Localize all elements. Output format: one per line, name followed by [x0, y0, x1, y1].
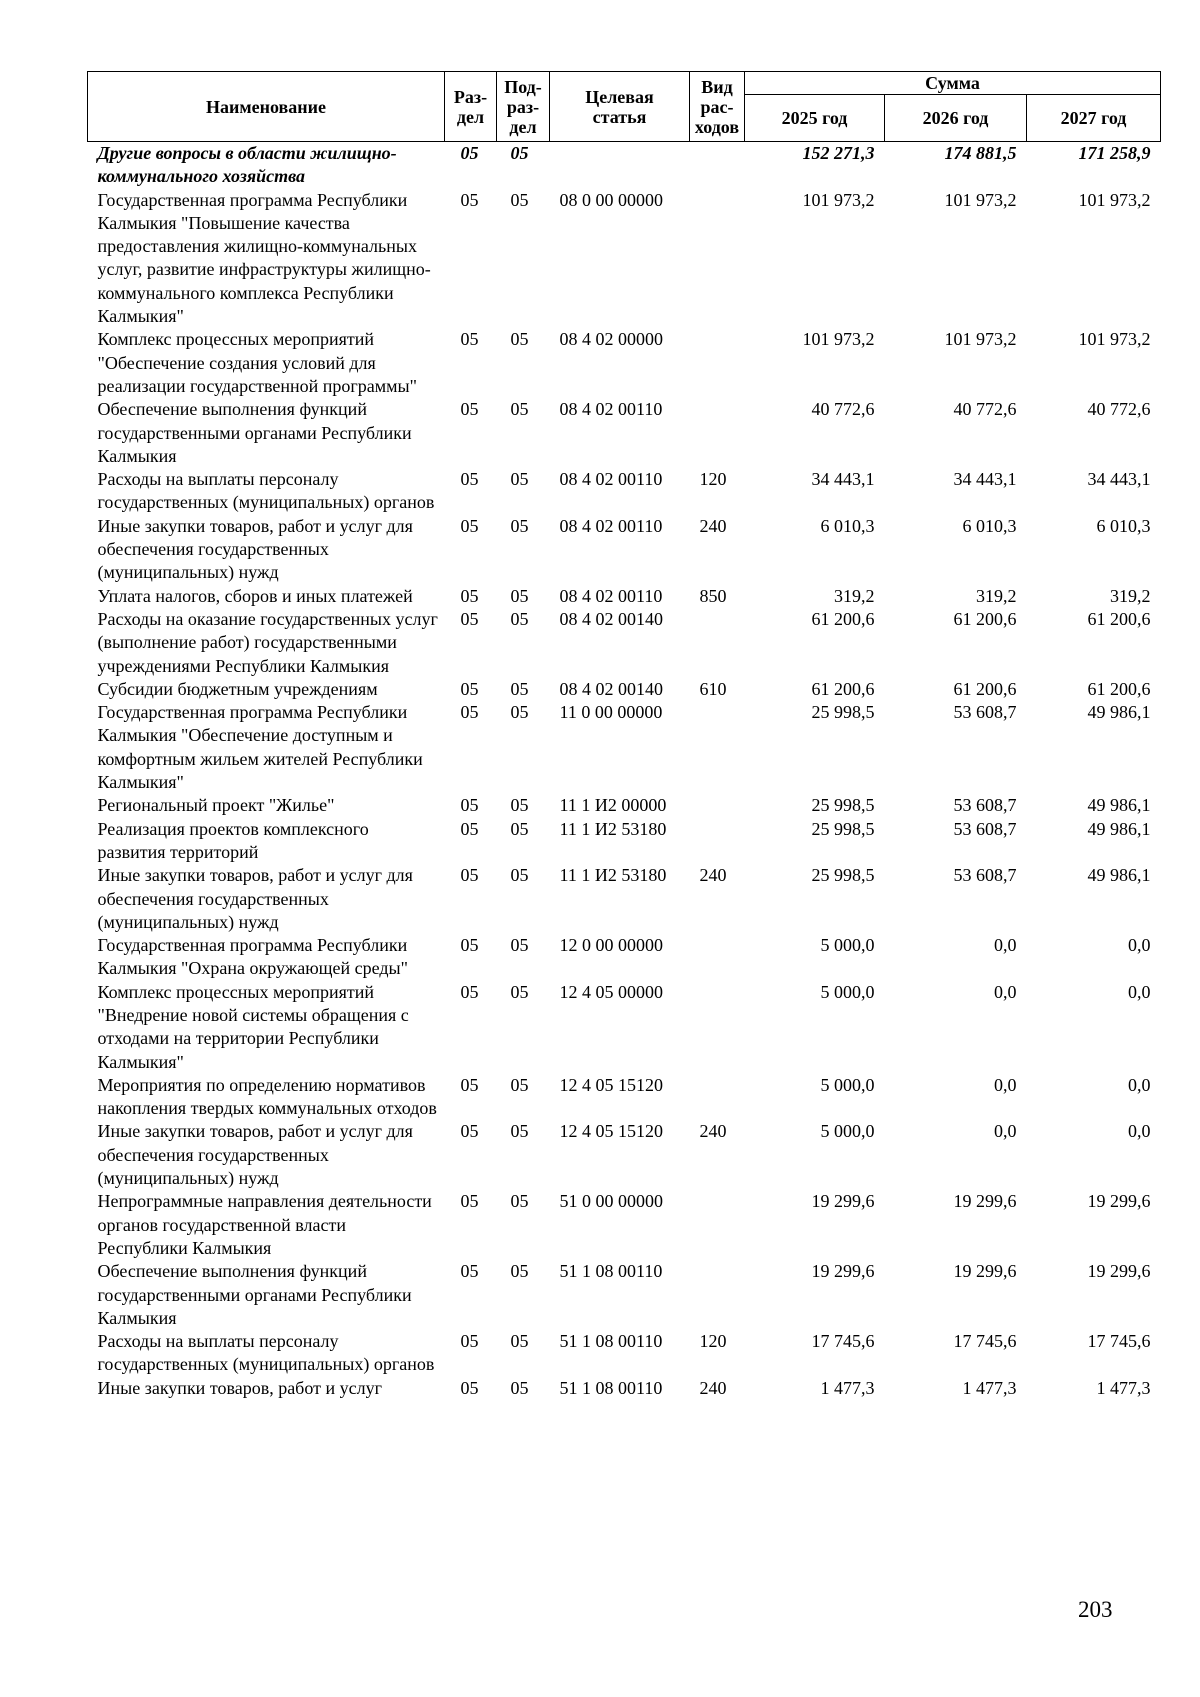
header-year-2025: 2025 год	[745, 95, 885, 142]
row-name: Государственная программа Республики Калмыкия "Обеспечение доступным и комфортным жильем жителей Республики Калмыкия"	[97, 702, 423, 793]
row-sum-2026: 19 299,6	[953, 1261, 1017, 1282]
row-expense-kind	[690, 794, 745, 817]
row-sum-2025: 5 000,0	[820, 935, 875, 956]
row-subsection: 05	[510, 935, 529, 956]
row-sum-2026: 53 608,7	[953, 795, 1017, 816]
row-subsection: 05	[510, 795, 529, 816]
row-sum-2026: 0,0	[994, 981, 1017, 1002]
row-target-article: 08 4 02 00110	[559, 515, 663, 536]
row-sum-2026: 53 608,7	[953, 865, 1017, 886]
row-expense-kind	[690, 608, 745, 678]
row-section: 05	[460, 515, 479, 536]
row-expense-kind	[690, 1190, 745, 1260]
row-sum-2025: 101 973,2	[802, 329, 875, 350]
row-sum-2027: 101 973,2	[1078, 189, 1151, 210]
row-subsection: 05	[510, 399, 529, 420]
table-row	[88, 468, 1161, 515]
row-sum-2027: 61 200,6	[1087, 608, 1151, 629]
row-sum-2026: 0,0	[994, 1121, 1017, 1142]
row-subsection: 05	[510, 585, 529, 606]
table-row	[88, 1190, 1161, 1260]
row-section: 05	[460, 189, 479, 210]
header-section: Раз- дел	[445, 72, 497, 142]
row-sum-2025: 61 200,6	[811, 678, 875, 699]
row-sum-2027: 34 443,1	[1087, 469, 1151, 490]
row-sum-2027: 171 258,9	[1078, 143, 1151, 163]
row-sum-2025: 34 443,1	[811, 469, 875, 490]
row-sum-2026: 319,2	[976, 585, 1017, 606]
row-name: Обеспечение выполнения функций государственными органами Республики Калмыкия	[97, 399, 412, 466]
header-name: Наименование	[88, 72, 445, 142]
row-target-article: 12 4 05 00000	[559, 981, 663, 1002]
row-sum-2027: 6 010,3	[1096, 515, 1151, 536]
row-target-article: 12 0 00 00000	[559, 935, 663, 956]
row-name: Расходы на оказание государственных услуг (выполнение работ) государственными учреждениями Республики Калмыкия	[97, 608, 438, 676]
table-body	[88, 142, 1161, 1401]
row-sum-2026: 101 973,2	[944, 329, 1017, 350]
row-subsection: 05	[510, 608, 529, 629]
row-sum-2026: 101 973,2	[944, 189, 1017, 210]
row-sum-2025: 25 998,5	[811, 795, 875, 816]
row-sum-2026: 17 745,6	[953, 1331, 1017, 1352]
row-sum-2027: 319,2	[1110, 585, 1151, 606]
row-target-article: 51 1 08 00110	[559, 1261, 663, 1282]
row-subsection: 05	[510, 515, 529, 536]
table-row	[88, 515, 1161, 585]
table-row	[88, 1074, 1161, 1121]
row-subsection: 05	[510, 702, 529, 723]
row-sum-2027: 49 986,1	[1087, 865, 1151, 886]
table-row	[88, 818, 1161, 865]
table-row	[88, 328, 1161, 398]
row-section: 05	[460, 469, 479, 490]
row-section: 05	[460, 1074, 479, 1095]
header-expense-kind: Вид рас- ходов	[690, 72, 745, 142]
header-year-2026: 2026 год	[885, 95, 1027, 142]
row-name: Реализация проектов комплексного развития территорий	[97, 818, 369, 862]
row-name: Мероприятия по определению нормативов накопления твердых коммунальных отходов	[97, 1074, 437, 1119]
row-sum-2025: 101 973,2	[802, 189, 875, 210]
row-sum-2025: 25 998,5	[811, 702, 875, 723]
row-sum-2025: 19 299,6	[811, 1191, 875, 1212]
table-row	[88, 981, 1161, 1074]
row-expense-kind: 120	[699, 1331, 727, 1352]
header-year-2027: 2027 год	[1027, 95, 1161, 142]
row-target-article: 11 1 И2 00000	[559, 795, 667, 816]
row-name: Уплата налогов, сборов и иных платежей	[97, 585, 413, 606]
row-name: Субсидии бюджетным учреждениям	[97, 678, 378, 699]
row-subsection: 05	[510, 329, 529, 350]
row-sum-2025: 17 745,6	[811, 1331, 875, 1352]
row-sum-2025: 6 010,3	[820, 515, 875, 536]
row-sum-2026: 53 608,7	[953, 702, 1017, 723]
row-section: 05	[460, 795, 479, 816]
row-section: 05	[460, 1377, 479, 1398]
row-name: Иные закупки товаров, работ и услуг для обеспечения государственных (муниципальных) нужд	[97, 515, 413, 583]
row-name: Обеспечение выполнения функций государственными органами Республики Калмыкия	[97, 1261, 412, 1328]
row-section: 05	[460, 399, 479, 420]
row-sum-2027: 1 477,3	[1096, 1377, 1151, 1398]
row-target-article	[550, 142, 690, 189]
row-name: Комплекс процессных мероприятий "Внедрение новой системы обращения с отходами на территории Республики Калмыкия"	[97, 981, 409, 1072]
row-expense-kind: 240	[699, 865, 727, 886]
row-sum-2025: 152 271,3	[802, 143, 875, 163]
row-sum-2027: 0,0	[1128, 1121, 1151, 1142]
row-target-article: 12 4 05 15120	[559, 1074, 663, 1095]
row-sum-2027: 49 986,1	[1087, 795, 1151, 816]
row-name: Расходы на выплаты персоналу государственных (муниципальных) органов	[97, 1331, 435, 1375]
row-sum-2027: 40 772,6	[1087, 399, 1151, 420]
row-sum-2027: 49 986,1	[1087, 702, 1151, 723]
header-target-article: Целевая статья	[550, 72, 690, 142]
row-section: 05	[460, 702, 479, 723]
row-section: 05	[460, 1261, 479, 1282]
row-target-article: 08 4 02 00140	[559, 678, 663, 699]
row-target-article: 08 4 02 00110	[559, 469, 663, 490]
row-sum-2026: 1 477,3	[962, 1377, 1017, 1398]
table-row	[88, 864, 1161, 934]
row-name: Государственная программа Республики Калмыкия "Повышение качества предоставления жилищно-коммунальных услуг, развитие инфраструктуры жилищно-коммунального комплекса Республики Калмыкия"	[97, 189, 431, 327]
table-row	[88, 1120, 1161, 1190]
table-row	[88, 1260, 1161, 1330]
row-expense-kind	[690, 981, 745, 1074]
row-target-article: 11 1 И2 53180	[559, 818, 667, 839]
row-expense-kind	[690, 818, 745, 865]
row-sum-2025: 319,2	[834, 585, 875, 606]
row-sum-2026: 34 443,1	[953, 469, 1017, 490]
row-section: 05	[460, 329, 479, 350]
row-sum-2027: 19 299,6	[1087, 1191, 1151, 1212]
row-sum-2025: 19 299,6	[811, 1261, 875, 1282]
budget-table	[87, 71, 1161, 1400]
row-section: 05	[460, 1191, 479, 1212]
row-expense-kind: 240	[699, 1377, 727, 1398]
row-name: Расходы на выплаты персоналу государственных (муниципальных) органов	[97, 469, 435, 513]
row-subsection: 05	[510, 1191, 529, 1212]
row-subsection: 05	[510, 1261, 529, 1282]
row-target-article: 12 4 05 15120	[559, 1121, 663, 1142]
row-sum-2027: 61 200,6	[1087, 678, 1151, 699]
row-sum-2025: 61 200,6	[811, 608, 875, 629]
row-sum-2027: 19 299,6	[1087, 1261, 1151, 1282]
row-name: Комплекс процессных мероприятий "Обеспечение создания условий для реализации государственной программы"	[97, 329, 417, 396]
row-sum-2026: 0,0	[994, 935, 1017, 956]
row-section: 05	[460, 608, 479, 629]
table-row	[88, 608, 1161, 678]
row-expense-kind	[690, 328, 745, 398]
row-subsection: 05	[510, 981, 529, 1002]
table-row	[88, 398, 1161, 468]
row-subsection: 05	[510, 189, 529, 210]
row-name: Непрограммные направления деятельности органов государственной власти Республики Калмыкия	[97, 1191, 432, 1258]
row-sum-2027: 0,0	[1128, 981, 1151, 1002]
row-subsection: 05	[510, 1121, 529, 1142]
table-row	[88, 1377, 1161, 1400]
row-section: 05	[460, 143, 479, 163]
row-sum-2025: 5 000,0	[820, 981, 875, 1002]
table-row	[88, 585, 1161, 608]
table-row	[88, 1330, 1161, 1377]
row-expense-kind: 850	[699, 585, 727, 606]
row-subsection: 05	[510, 818, 529, 839]
row-expense-kind: 120	[699, 469, 727, 490]
row-target-article: 08 4 02 00140	[559, 608, 663, 629]
row-subsection: 05	[510, 143, 529, 163]
row-section: 05	[460, 1331, 479, 1352]
table-row	[88, 934, 1161, 981]
row-section: 05	[460, 865, 479, 886]
row-sum-2027: 0,0	[1128, 935, 1151, 956]
row-sum-2025: 40 772,6	[811, 399, 875, 420]
row-target-article: 11 0 00 00000	[559, 702, 663, 723]
row-expense-kind	[690, 1260, 745, 1330]
row-target-article: 51 1 08 00110	[559, 1377, 663, 1398]
table-row	[88, 701, 1161, 794]
row-name: Иные закупки товаров, работ и услуг для обеспечения государственных (муниципальных) нужд	[97, 865, 413, 932]
row-subsection: 05	[510, 865, 529, 886]
table-row	[88, 142, 1161, 189]
row-sum-2026: 61 200,6	[953, 608, 1017, 629]
row-expense-kind: 610	[699, 678, 727, 699]
row-sum-2025: 1 477,3	[820, 1377, 875, 1398]
table-row	[88, 794, 1161, 817]
row-subsection: 05	[510, 678, 529, 699]
page-number: 203	[1078, 1597, 1113, 1622]
row-sum-2025: 5 000,0	[820, 1074, 875, 1095]
row-subsection: 05	[510, 469, 529, 490]
row-name: Государственная программа Республики Калмыкия "Охрана окружающей среды"	[97, 935, 408, 979]
row-sum-2026: 0,0	[994, 1074, 1017, 1095]
row-sum-2026: 19 299,6	[953, 1191, 1017, 1212]
table-row	[88, 678, 1161, 701]
row-section: 05	[460, 585, 479, 606]
row-sum-2026: 53 608,7	[953, 818, 1017, 839]
row-subsection: 05	[510, 1377, 529, 1398]
row-sum-2026: 61 200,6	[953, 678, 1017, 699]
row-sum-2026: 174 881,5	[944, 143, 1017, 163]
row-expense-kind	[690, 701, 745, 794]
row-section: 05	[460, 935, 479, 956]
row-section: 05	[460, 678, 479, 699]
row-name: Иные закупки товаров, работ и услуг	[97, 1377, 382, 1398]
row-subsection: 05	[510, 1331, 529, 1352]
row-expense-kind	[690, 189, 745, 329]
row-sum-2025: 25 998,5	[811, 818, 875, 839]
row-expense-kind	[690, 1074, 745, 1121]
row-target-article: 51 0 00 00000	[559, 1191, 663, 1212]
row-name: Иные закупки товаров, работ и услуг для обеспечения государственных (муниципальных) нужд	[97, 1121, 413, 1189]
row-target-article: 11 1 И2 53180	[559, 865, 667, 886]
row-sum-2026: 6 010,3	[962, 515, 1017, 536]
row-target-article: 08 4 02 00110	[559, 585, 663, 606]
row-expense-kind	[690, 398, 745, 468]
row-sum-2025: 5 000,0	[820, 1121, 875, 1142]
row-sum-2025: 25 998,5	[811, 865, 875, 886]
row-target-article: 08 4 02 00110	[559, 399, 663, 420]
row-name: Другие вопросы в области жилищно-коммунального хозяйства	[97, 143, 397, 187]
row-sum-2027: 0,0	[1128, 1074, 1151, 1095]
row-subsection: 05	[510, 1074, 529, 1095]
row-target-article: 08 4 02 00000	[559, 329, 663, 350]
row-section: 05	[460, 981, 479, 1002]
row-expense-kind	[690, 934, 745, 981]
row-expense-kind	[690, 142, 745, 189]
table-header	[88, 72, 1161, 142]
row-target-article: 08 0 00 00000	[559, 189, 663, 210]
header-subsection: Под- раз- дел	[497, 72, 550, 142]
row-expense-kind: 240	[699, 1121, 727, 1142]
row-sum-2027: 17 745,6	[1087, 1331, 1151, 1352]
row-expense-kind: 240	[699, 515, 727, 536]
row-sum-2026: 40 772,6	[953, 399, 1017, 420]
row-name: Региональный проект "Жилье"	[97, 795, 335, 816]
row-sum-2027: 101 973,2	[1078, 329, 1151, 350]
row-sum-2027: 49 986,1	[1087, 818, 1151, 839]
table-row	[88, 189, 1161, 329]
header-sum: Сумма	[745, 72, 1161, 95]
row-target-article: 51 1 08 00110	[559, 1331, 663, 1352]
row-section: 05	[460, 1121, 479, 1142]
row-section: 05	[460, 818, 479, 839]
